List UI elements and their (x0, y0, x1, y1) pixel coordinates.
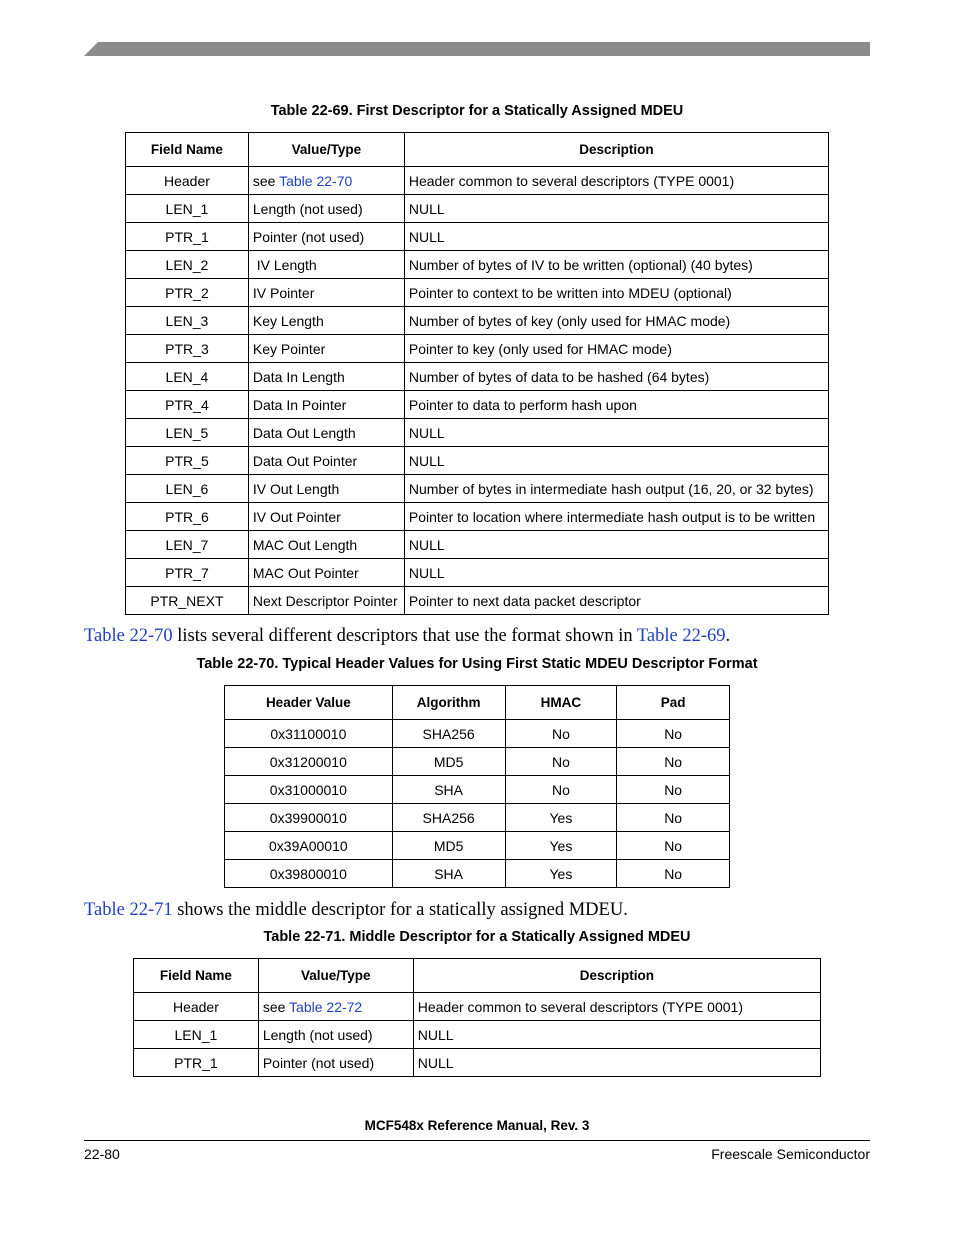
description-cell: NULL (404, 531, 828, 559)
table-row (126, 279, 829, 307)
pad-cell: No (617, 832, 730, 860)
table-row (225, 804, 730, 832)
value-type-cell (248, 419, 404, 447)
table-row (126, 307, 829, 335)
description-cell: Pointer to key (only used for HMAC mode) (404, 335, 828, 363)
field-name-cell: PTR_NEXT (126, 587, 249, 615)
description-cell: Pointer to next data packet descriptor (404, 587, 828, 615)
field-name-cell: PTR_7 (126, 559, 249, 587)
column-header: HMAC (505, 686, 617, 720)
column-header: Field Name (134, 959, 259, 993)
column-header: Value/Type (258, 959, 413, 993)
header-value-cell: 0x39A00010 (225, 832, 393, 860)
header-value-cell: 0x39800010 (225, 860, 393, 888)
value-type-text: Length (not used) (252, 200, 363, 217)
paragraph-table-22-70-intro (84, 626, 884, 647)
value-type-text: Length (not used) (262, 1026, 373, 1043)
header-value-cell: 0x39900010 (225, 804, 393, 832)
algorithm-cell: SHA (392, 860, 505, 888)
manual-title: MCF548x Reference Manual, Rev. 3 (364, 1118, 590, 1133)
value-type-text: IV Out Pointer (252, 508, 341, 525)
header-value-cell: 0x31000010 (225, 776, 393, 804)
table-header-row (225, 686, 730, 720)
table-row (225, 720, 730, 748)
field-name-cell: PTR_1 (126, 223, 249, 251)
paragraph-table-22-71-intro (84, 900, 884, 921)
description-cell: NULL (404, 447, 828, 475)
column-header: Algorithm (392, 686, 505, 720)
value-type-text: Key Length (252, 312, 324, 329)
paragraph-text: shows the middle descriptor for a statically assigned MDEU. (172, 900, 628, 920)
description-cell: Number of bytes of IV to be written (optional) (40 bytes) (404, 251, 828, 279)
page-number: 22-80 (84, 1146, 120, 1162)
field-name-cell: PTR_4 (126, 391, 249, 419)
description-cell: Pointer to context to be written into MDEU (optional) (404, 279, 828, 307)
value-type-text: Pointer (not used) (262, 1054, 375, 1071)
value-type-cell (248, 475, 404, 503)
table-22-71 (133, 958, 821, 1077)
value-type-cell (248, 503, 404, 531)
table-row (126, 335, 829, 363)
field-name-cell: PTR_6 (126, 503, 249, 531)
algorithm-cell: SHA256 (392, 804, 505, 832)
table-row (126, 475, 829, 503)
table-row (126, 167, 829, 195)
pad-cell: No (617, 720, 730, 748)
value-type-cell (248, 223, 404, 251)
value-type-cell (248, 335, 404, 363)
description-cell: Pointer to data to perform hash upon (404, 391, 828, 419)
column-header: Field Name (126, 133, 249, 167)
field-name-cell: LEN_3 (126, 307, 249, 335)
field-name-cell: Header (126, 167, 249, 195)
algorithm-cell: MD5 (392, 748, 505, 776)
table-22-71-caption: Table 22-71. Middle Descriptor for a Statically Assigned MDEU (263, 929, 691, 945)
table-22-69-link[interactable]: Table 22-69 (636, 626, 726, 646)
table-row (126, 251, 829, 279)
table-header-row (126, 133, 829, 167)
field-name-cell: LEN_1 (134, 1021, 259, 1049)
pad-cell: No (617, 860, 730, 888)
field-name-cell: LEN_6 (126, 475, 249, 503)
field-name-cell: LEN_1 (126, 195, 249, 223)
field-name-cell: LEN_7 (126, 531, 249, 559)
table-row (225, 776, 730, 804)
table-row (126, 559, 829, 587)
table-22-69-caption: Table 22-69. First Descriptor for a Statically Assigned MDEU (270, 103, 684, 119)
value-type-cell (248, 559, 404, 587)
description-cell: NULL (404, 195, 828, 223)
header-value-cell: 0x31200010 (225, 748, 393, 776)
value-type-cell (258, 1049, 413, 1077)
value-type-cell (248, 307, 404, 335)
value-type-cell (258, 993, 413, 1021)
hmac-cell: No (505, 748, 617, 776)
value-type-cell (248, 391, 404, 419)
paragraph-end: . (725, 626, 731, 646)
table-row (126, 195, 829, 223)
value-type-text: IV Pointer (252, 284, 315, 301)
table-reference-link[interactable]: Table 22-70 (279, 172, 353, 189)
hmac-cell: Yes (505, 832, 617, 860)
header-value-cell: 0x31100010 (225, 720, 393, 748)
hmac-cell: Yes (505, 804, 617, 832)
field-name-cell: LEN_5 (126, 419, 249, 447)
pad-cell: No (617, 804, 730, 832)
value-type-cell (248, 279, 404, 307)
column-header: Description (404, 133, 828, 167)
field-name-cell: PTR_5 (126, 447, 249, 475)
table-row (134, 1021, 821, 1049)
value-type-text: IV Length (252, 256, 317, 273)
value-type-text: MAC Out Pointer (252, 564, 359, 581)
hmac-cell: No (505, 720, 617, 748)
table-row (225, 748, 730, 776)
table-row (126, 363, 829, 391)
paragraph-text: lists several different descriptors that use the format shown in (172, 626, 637, 646)
description-cell: Pointer to location where intermediate hash output is to be written (404, 503, 828, 531)
value-type-cell (248, 447, 404, 475)
table-22-69 (125, 132, 829, 615)
value-type-cell (248, 363, 404, 391)
value-type-text: Data Out Length (252, 424, 356, 441)
pad-cell: No (617, 748, 730, 776)
table-22-70 (224, 685, 730, 888)
value-type-text: Data In Pointer (252, 396, 347, 413)
column-header: Description (413, 959, 820, 993)
table-row (126, 587, 829, 615)
value-type-cell (248, 587, 404, 615)
company-name: Freescale Semiconductor (711, 1146, 870, 1162)
description-cell: NULL (404, 419, 828, 447)
header-bar (84, 42, 870, 56)
value-type-cell (248, 167, 404, 195)
description-cell: Header common to several descriptors (TYPE 0001) (413, 993, 820, 1021)
table-22-70-caption: Table 22-70. Typical Header Values for Using First Static MDEU Descriptor Format (196, 656, 758, 672)
value-type-cell (248, 195, 404, 223)
value-type-text: MAC Out Length (252, 536, 358, 553)
field-name-cell: PTR_3 (126, 335, 249, 363)
table-row (225, 860, 730, 888)
description-cell: NULL (404, 223, 828, 251)
pad-cell: No (617, 776, 730, 804)
algorithm-cell: SHA (392, 776, 505, 804)
footer-divider (84, 1140, 870, 1141)
value-type-cell (248, 531, 404, 559)
table-row (225, 832, 730, 860)
description-cell: NULL (413, 1049, 820, 1077)
value-type-cell (258, 1021, 413, 1049)
value-type-text: Key Pointer (252, 340, 326, 357)
column-header: Pad (617, 686, 730, 720)
algorithm-cell: SHA256 (392, 720, 505, 748)
hmac-cell: Yes (505, 860, 617, 888)
table-row (134, 993, 821, 1021)
column-header: Value/Type (248, 133, 404, 167)
description-cell: Number of bytes in intermediate hash output (16, 20, or 32 bytes) (404, 475, 828, 503)
table-row (126, 419, 829, 447)
field-name-cell: LEN_2 (126, 251, 249, 279)
table-row (126, 447, 829, 475)
table-row (126, 503, 829, 531)
table-row (134, 1049, 821, 1077)
field-name-cell: PTR_1 (134, 1049, 259, 1077)
algorithm-cell: MD5 (392, 832, 505, 860)
value-type-text: Pointer (not used) (252, 228, 365, 245)
value-type-cell (248, 251, 404, 279)
value-type-text: see (252, 172, 280, 189)
value-type-text: Data In Length (252, 368, 345, 385)
value-type-text: IV Out Length (252, 480, 340, 497)
description-cell: NULL (413, 1021, 820, 1049)
table-row (126, 391, 829, 419)
value-type-text: Data Out Pointer (252, 452, 358, 469)
field-name-cell: Header (134, 993, 259, 1021)
table-22-71-link[interactable]: Table 22-71 (84, 900, 173, 920)
table-row (126, 531, 829, 559)
field-name-cell: LEN_4 (126, 363, 249, 391)
table-header-row (134, 959, 821, 993)
value-type-text: Next Descriptor Pointer (252, 592, 398, 609)
value-type-text: see (262, 998, 290, 1015)
table-22-70-link[interactable]: Table 22-70 (84, 626, 173, 646)
table-reference-link[interactable]: Table 22-72 (289, 998, 363, 1015)
description-cell: Number of bytes of data to be hashed (64 bytes) (404, 363, 828, 391)
field-name-cell: PTR_2 (126, 279, 249, 307)
description-cell: NULL (404, 559, 828, 587)
description-cell: Header common to several descriptors (TYPE 0001) (404, 167, 828, 195)
table-row (126, 223, 829, 251)
column-header: Header Value (225, 686, 393, 720)
description-cell: Number of bytes of key (only used for HMAC mode) (404, 307, 828, 335)
hmac-cell: No (505, 776, 617, 804)
